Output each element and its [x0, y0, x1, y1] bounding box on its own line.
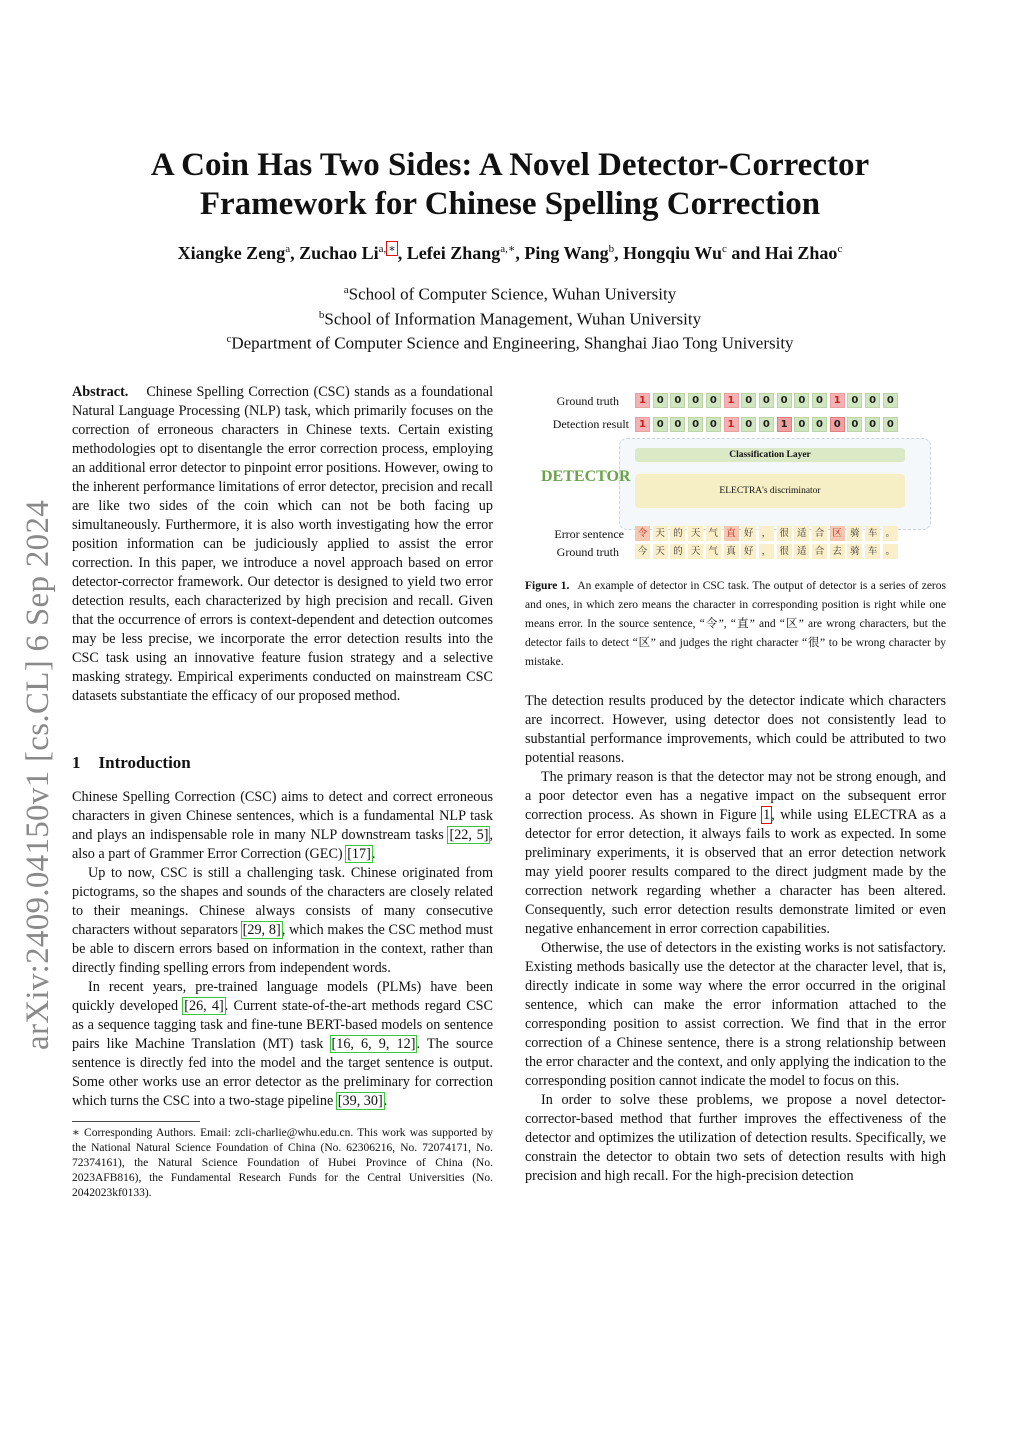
citation-link[interactable]: [17]: [347, 846, 371, 862]
author-list: [80, 241, 940, 264]
detection-bit: 0: [847, 417, 862, 432]
error-sentence-char: 气: [706, 526, 721, 541]
error-sentence-char: 直: [724, 526, 739, 541]
error-sentence-char: 车: [865, 526, 880, 541]
ground-truth-char: 去: [830, 544, 845, 559]
citation-link[interactable]: [39, 30]: [337, 1093, 383, 1109]
detection-bit: 0: [759, 417, 774, 432]
electra-discriminator: ELECTRA's discriminator: [635, 474, 905, 508]
paper-title: [80, 146, 940, 224]
author-affil: a,: [378, 243, 387, 255]
error-sentence-char: 天: [653, 526, 668, 541]
footnote-rule: [72, 1121, 200, 1122]
section-heading: [72, 753, 191, 773]
right-column: [525, 692, 946, 1186]
ground-truth-char: 好: [741, 544, 756, 559]
error-sentence-char: 。: [883, 526, 898, 541]
affiliation: [80, 329, 940, 354]
ground-truth-char: 气: [706, 544, 721, 559]
footnote-link[interactable]: ∗: [388, 243, 396, 255]
ground-truth-bit: 0: [670, 393, 685, 408]
paragraph: The primary reason is that the detector may not be strong enough, and a poor detector even has a negative impact on the subsequent error correction process. As shown in Figure 1, while using ELECTRA as a detector for error detection, it always fails to work as expected. In some preliminary experiments, it is observed that an error detection network may yield poorer results compared to the direct judgment made by the correction network regarding whether a character has been altered. Consequently, such error detection results demonstrate limited or even negative enhancement in error correction capabilities.: [525, 769, 946, 937]
author-separator: ,: [614, 243, 624, 263]
citation-link[interactable]: [29, 8]: [242, 922, 281, 938]
ground-truth-bit: 0: [847, 393, 862, 408]
detection-bit: 0: [706, 417, 721, 432]
ground-truth-bit: 0: [794, 393, 809, 408]
author-affil: a,∗: [500, 243, 516, 255]
arxiv-sidebar-id: arXiv:2409.04150v1 [cs.CL] 6 Sep 2024: [20, 499, 56, 1050]
author-name: Hai Zhao: [764, 243, 838, 263]
detection-bit: 1: [724, 417, 739, 432]
author-name: Lefei Zhang: [406, 243, 501, 263]
author-name: Xiangke Zeng: [177, 243, 286, 263]
error-sentence-char: 骑: [847, 526, 862, 541]
figure-ref-link[interactable]: 1: [763, 807, 771, 823]
error-sentence-char: 好: [741, 526, 756, 541]
affiliation: [80, 280, 940, 305]
paragraph: In recent years, pre-trained language models (PLMs) have been quickly developed [26, 4]. Current state-of-the-art methods regard CSC as a sequence tagging task and fine-tune BERT-based models on sentence pairs like Machine Translation (MT) task [16, 6, 9, 12]. The source sentence is directly fed into the model and the target sentence is output. Some other works use an error detector as the preliminary for correction which turns the CSC into a two-stage pipeline [39, 30].: [72, 979, 494, 1109]
section-title: Introduction: [98, 753, 191, 772]
ground-truth-bit: 0: [759, 393, 774, 408]
affil-sup: c: [226, 333, 232, 346]
detection-bit: 1: [777, 417, 792, 432]
ground-truth-bit: 0: [777, 393, 792, 408]
author-separator: ,: [290, 243, 300, 263]
abstract: [72, 383, 493, 706]
ground-truth-bit: 1: [830, 393, 845, 408]
footnote: ∗ Corresponding Authors. Email: zcli-charlie@whu.edu.cn. This work was supported by the National Natural Science Foundation of China (No. 62306216, No. 72074171, No. 72374161), the Natural Science Foundation of Hubei Province of China (No. 2023AFB816), the Fundamental Research Funds for the Central Universities (No. 2042023kf0133).: [72, 1127, 493, 1199]
detection-bit: 0: [865, 417, 880, 432]
error-sentence-char: 天: [688, 526, 703, 541]
author-affil: a: [285, 243, 291, 255]
affil-sup: a: [343, 284, 349, 296]
affiliations: [80, 280, 940, 354]
classification-layer: Classification Layer: [635, 448, 905, 462]
citation-link[interactable]: [22, 5]: [449, 827, 489, 843]
abstract-text: Chinese Spelling Correction (CSC) stands as a foundational Natural Language Processing (NLP) task, which primarily focuses on the correction of erroneous characters in Chinese texts. Certain existing methodologies opt to disentangle the error correction process, employing an additional error detector to pinpoint error positions. However, owing to the inherent performance limitations of error detector, precision and recall are like two sides of the coin which can not be both facing up simultaneously. Furthermore, it is also worth investigating how the error position information can be judiciously applied to assist the error correction. In this paper, we introduce a novel approach based on error detector-corrector framework. Our detector is designed to yield two error detection results, each characterized by high precision and recall. Given that the occurrence of errors is context-dependent and detection outcomes may be less precise, we incorporate the error detection results into the CSC task using an innovative feature fusion strategy and a selective masking strategy. Empirical experiments conducted on mainstream CSC datasets substantiate the efficacy of our proposed method.: [72, 384, 494, 704]
abstract-label: Abstract.: [72, 384, 129, 400]
author-name: Zuchao Li: [299, 243, 379, 263]
author-separator: ,: [397, 243, 407, 263]
ground-truth-char: 很: [777, 544, 792, 559]
author-affil: b: [608, 243, 615, 255]
ground-truth-bit: 1: [724, 393, 739, 408]
paragraph: The detection results produced by the detector indicate which characters are incorrect. However, using detector does not consistently lead to substantial performance improvements, which could be attributed to two potential reasons.: [525, 693, 946, 766]
affil-text: School of Computer Science, Wuhan University: [348, 284, 677, 304]
author-name: Ping Wang: [524, 243, 609, 263]
paragraph: Chinese Spelling Correction (CSC) aims to detect and correct erroneous characters in given Chinese sentences, which is a fundamental NLP task and plays an indispensable role in many NLP downstream tasks [22, 5], also a part of Grammer Error Correction (GEC) [17].: [72, 789, 493, 862]
detection-bit: 1: [635, 417, 650, 432]
detection-bit: 0: [794, 417, 809, 432]
citation-link[interactable]: [16, 6, 9, 12]: [331, 1036, 416, 1052]
author-affil: c: [721, 243, 727, 255]
title-line-2: Framework for Chinese Spelling Correction: [199, 186, 821, 222]
detection-bit: 0: [883, 417, 898, 432]
row-label-error-sentence: Error sentence: [554, 527, 624, 541]
ground-truth-bit: 0: [812, 393, 827, 408]
title-line-1: A Coin Has Two Sides: A Novel Detector-Corrector: [150, 147, 870, 183]
row-label-ground-truth-2: Ground truth: [556, 545, 619, 559]
paragraph: In order to solve these problems, we propose a novel detector-corrector-based method that further improves the effectiveness of the detector and optimizes the utilization of detection results. Specifically, we constrain the detector to obtain two sets of detection results with high precision and high recall. For the high-precision detection: [525, 1092, 946, 1184]
citation-link[interactable]: [26, 4]: [184, 998, 224, 1014]
author-affil: c: [837, 243, 843, 255]
ground-truth-char: 天: [653, 544, 668, 559]
affil-sup: b: [318, 308, 325, 321]
author-name: Hongqiu Wu: [623, 243, 722, 263]
ground-truth-bit: 0: [688, 393, 703, 408]
ground-truth-char: ，: [759, 544, 774, 559]
row-label-detection: Detection result: [552, 417, 629, 431]
author-separator: and: [726, 243, 765, 263]
ground-truth-char: 今: [635, 544, 650, 559]
ground-truth-bit: 0: [883, 393, 898, 408]
error-sentence-char: 适: [794, 526, 809, 541]
caption-label: Figure 1.: [525, 580, 570, 592]
section-number: 1: [72, 753, 81, 772]
error-sentence-char: 令: [635, 526, 650, 541]
ground-truth-bit: 0: [741, 393, 756, 408]
affil-text: Department of Computer Science and Engineering, Shanghai Jiao Tong University: [231, 333, 794, 353]
detection-bit: 0: [670, 417, 685, 432]
ground-truth-char: 骑: [847, 544, 862, 559]
row-label-ground-truth: Ground truth: [556, 394, 619, 408]
ground-truth-char: 车: [865, 544, 880, 559]
ground-truth-char: 真: [724, 544, 739, 559]
ground-truth-char: 天: [688, 544, 703, 559]
detector-label: DETECTOR: [541, 468, 631, 485]
error-sentence-char: 很: [777, 526, 792, 541]
ground-truth-char: 的: [670, 544, 685, 559]
error-sentence-char: ，: [759, 526, 774, 541]
paragraph: Otherwise, the use of detectors in the existing works is not satisfactory. Existing methods basically use the detector at the character level, that is, directly indicate in some way where the error occurred in the original sentence, which can make the error information attached to the corresponding position to assist correction. We find that in the error correction of a Chinese sentence, there is a strong relationship between the error character and the context, and only applying the indication to the corresponding position cannot indicate the model to focus on this.: [525, 940, 946, 1089]
figure-caption: [525, 577, 946, 672]
ground-truth-bit: 0: [706, 393, 721, 408]
detection-bit: 0: [830, 417, 845, 432]
detection-bit: 0: [741, 417, 756, 432]
figure-1: [525, 388, 945, 568]
ground-truth-char: 适: [794, 544, 809, 559]
affil-text: School of Information Management, Wuhan University: [324, 309, 702, 329]
author-separator: ,: [515, 243, 525, 263]
error-sentence-char: 的: [670, 526, 685, 541]
paragraph: Up to now, CSC is still a challenging task. Chinese originated from pictograms, so the shapes and sounds of the characters are closely related to their meanings. Chinese always consists of many consecutive characters without separators [29, 8], which makes the CSC method must be able to discern errors based on information in the context, rather than directly finding spelling errors from independent words.: [72, 865, 494, 976]
caption-text: An example of detector in CSC task. The output of detector is a series of zeros and ones, in which zero means the character in corresponding position is right while one means error. In the source sentence, “令”, “直” and “区” are wrong characters, but the detector fails to detect “区” and judges the right character “很” to be wrong character by mistake.: [525, 580, 946, 668]
intro-column: [72, 788, 493, 1111]
error-sentence-char: 区: [830, 526, 845, 541]
detection-bit: 0: [688, 417, 703, 432]
ground-truth-bit: 0: [653, 393, 668, 408]
ground-truth-bit: 0: [865, 393, 880, 408]
ground-truth-char: 合: [812, 544, 827, 559]
detection-bit: 0: [653, 417, 668, 432]
ground-truth-bit: 1: [635, 393, 650, 408]
affiliation: [80, 305, 940, 330]
detection-bit: 0: [812, 417, 827, 432]
error-sentence-char: 合: [812, 526, 827, 541]
ground-truth-char: 。: [883, 544, 898, 559]
